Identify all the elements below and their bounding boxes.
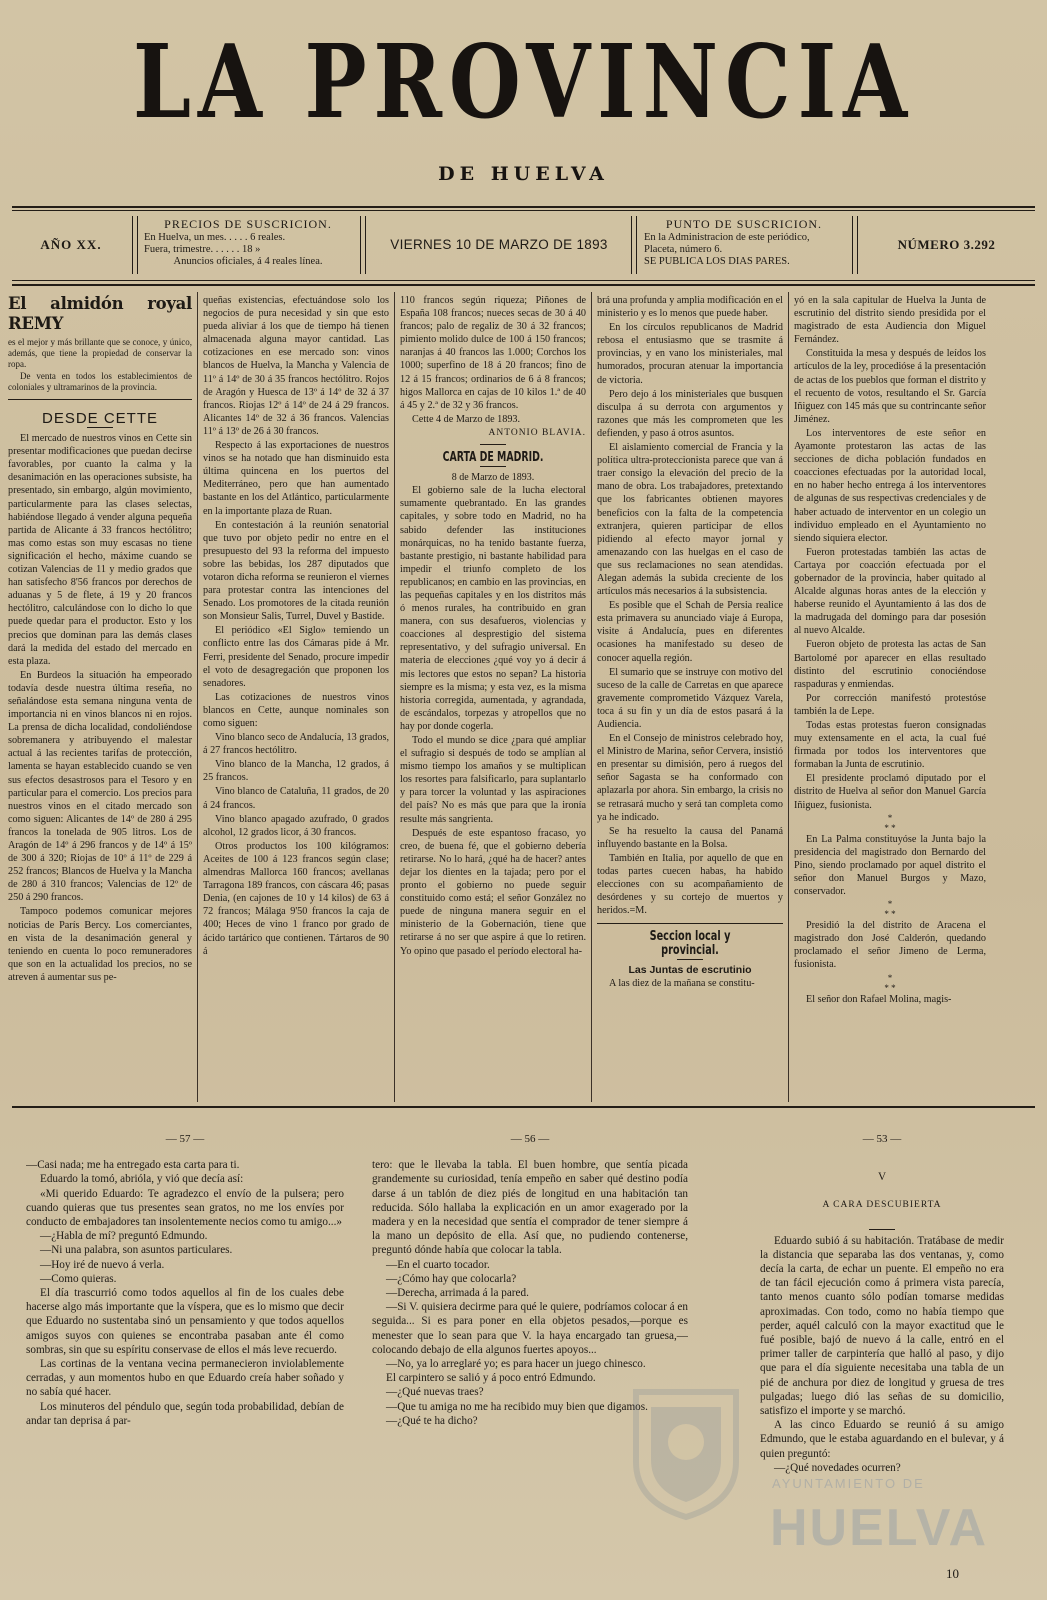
point-line: SE PUBLICA LOS DIAS PARES. (644, 256, 790, 267)
column-5 (794, 294, 986, 1102)
paragraph: Las cotizaciones de nuestros vinos blancos en Cette, aunque nominales son como siguen: (203, 691, 389, 729)
paragraph: El periódico «El Siglo» temiendo un conflicto entre las dos Cámaras pide á Mr. Ferri, presidente del Senado, procure impedir el voto de desagregación que proponen los senadores. (203, 625, 389, 689)
column-rule (788, 292, 789, 1102)
paragraph: Fueron objeto de protesta las actas de San Bartolomé por aparecer en ellas resultado distinto del escrutinio conociéndose raspaduras y enmiendas. (794, 639, 986, 690)
paragraph: —Como quieras. (40, 1272, 117, 1285)
paragraph: A las diez de la mañana se constitu- (609, 977, 755, 989)
point-line: Placeta, número 6. (644, 244, 723, 255)
paragraph: En el Consejo de ministros celebrado hoy, el Ministro de Marina, señor Cervera, insistió en presentar su dimisión, pero á ruegos del señor Sagasta se ha conformado con aplazarla por ahora. Sin embargo, la crisis no se retrasará mucho y será tan completa como ya he indicado. (597, 733, 783, 823)
paragraph: —Derecha, arrimada á la pared. (386, 1287, 529, 1300)
paragraph: El sumario que se instruye con motivo del suceso de la calle de Carretas en que aparece gravemente comprometido Vázquez Varela, toca á su fin y un día de estos pasará á la Audiencia. (597, 666, 783, 730)
column-1 (8, 294, 192, 1102)
header-rule-bottom (12, 284, 1035, 286)
divider (677, 959, 703, 960)
paragraph: Vino blanco seco de Andalucía, 13 grados, á 27 francos hectólitro. (203, 732, 389, 757)
divider (597, 923, 783, 924)
paragraph: En los círculos republicanos de Madrid rebosa el entusiasmo que se trasmite á provincias, y en vano los ministeriales, mal humorados, procuran atenuar la importancia de victoria. (597, 322, 783, 386)
asterism: * * * (884, 812, 896, 833)
paragraph: —Casi nada; me ha entregado esta carta para ti. (26, 1159, 240, 1172)
paragraph: Constituida la mesa y después de leídos los artículos de la ley, procedióse á la presentación de actas de los pueblos que forman el distrito y el recuento de votos, resultando el Sr. García Iñiguez con 145 más que su contrincante señor Jiménez. (794, 348, 986, 425)
point-line: En la Administracion de este periódico, (644, 232, 810, 243)
paragraph: Las cortinas de la ventana vecina permanecieron inviolablemente cerradas, y aun momentos hubo en que Eduardo creía haber soñado y no sabía qué hacer. (26, 1358, 344, 1399)
column-2 (203, 294, 389, 1102)
page-number: — 56 — (510, 1133, 550, 1145)
issue-date: VIERNES 10 DE MARZO DE 1893 (390, 237, 608, 252)
column-rule (197, 292, 198, 1102)
paragraph: Es posible que el Schah de Persia realice esta primavera su anunciado viaje á Europa, visite á Andalucía, pues en diferentes ocasiones ha manifestado su deseo de conocer aquella región. (597, 600, 783, 664)
header-rule-top (12, 206, 1035, 208)
asterism: * * * (884, 972, 896, 993)
paragraph: Se ha resuelto la causa del Panamá influyendo bastante en la Bolsa. (597, 825, 783, 850)
paragraph: El presidente proclamó diputado por el distrito de Huelva al señor don Manuel García Iñiguez, fusionista. (794, 773, 986, 811)
column-3 (400, 294, 586, 1102)
feuilleton-rule (12, 1106, 1035, 1108)
signature: ANTONIO BLAVIA. (488, 427, 586, 438)
divider (87, 427, 113, 428)
year-label: AÑO XX. (40, 237, 102, 252)
library-stamp-emblem (606, 1372, 766, 1522)
masthead-subtitle: DE HUELVA (438, 163, 609, 185)
paragraph: —¿Qué nuevas traes? (386, 1386, 484, 1399)
paragraph: Los minuteros del péndulo que, según toda probabilidad, debían de andar tan deprisa á par- (26, 1400, 344, 1427)
divider (480, 466, 506, 467)
paragraph: Después de este espantoso fracaso, yo creo, de buena fé, que el gobierno debería retirarse. No lo hará, ¿qué ha de hacer? antes dejar los dientes en la tajada; pero por el pronto el gobierno no puede seguir constituido como está; el señor González no puede de ninguna manera seguir en el ministerio de la Gobernación, tiene que retirarse á no ser que aspire á que lo retiren. Yo opino que pasado el período electoral ha- (400, 827, 586, 957)
subsection-heading: Las Juntas de escrutinio (628, 963, 752, 976)
issue-number: NÚMERO 3.292 (897, 237, 996, 252)
paragraph: El mercado de nuestros vinos en Cette sin presentar modificaciones que puedan decirse favorables, por cuanto la calma y la desanimación en las operaciones subsiste, ha presentado, sin embargo, algún movimiento, particularmente para las clases selectas, habiéndose llegado á vender alguna pequeña partida de Alicante á 33 francos hectólitro; mas como estas son muy escasas no tiene significación el hecho, máxime cuando se cotizan Valencias de 11 y medio grados que han satisfecho 8'56 francos por derechos de aduanas y 5 de flete, á 19 y 20 francos hectólitro, calculándose con lo dicho lo que puede quedar para el productor. Esto y los precios que dominan para las demás clases dará la medida del estado del mercado en esta plaza. (8, 433, 192, 667)
price-line: Anuncios oficiales, á 4 reales línea. (173, 256, 323, 267)
paragraph: brá una profunda y amplia modificación en el ministerio y es lo menos que puede haber. (597, 295, 783, 320)
paragraph: tero: que le llevaba la tabla. El buen hombre, que sentía picada grandemente su curiosidad, tenía empeño en saber qué destino podía darse á un tablón de diez piés de longitud en una habitación tan reducida. Sólo hallaba la explicación en un amor exagerado por la madera y en la necesidad que sentía el comprador de tener siempre á la mano un depósito de ella. Así que, no pudiendo contenerse, preguntó dónde había que colocar la tabla. (372, 1159, 688, 1257)
paragraph: En Burdeos la situación ha empeorado todavía desde nuestra última reseña, no señalándose esta semana ninguna venta de importancia ni en vinos blancos ni en rojos. La prensa de dicha localidad, condoliéndose sobremanera y atribuyendo el malestar actual á las recientes tarifas de protección, lamenta se hayan establecido cuando se ven sus efectos desastrosos para el Tesoro y en particular para el comercio. Los precios para nuestros vinos en el citado mercado son como siguen: Alicantes de 14º de 280 á 295 francos la tonelada de 905 litros. Los de Aragón de 14º á 296 francos y de 14º á 15º de 300 á 320; Riojas de 10º á 11º de 229 á 252 francos; Blancos de Huelva y la Mancha de 280 á 310 francos; Valencias de 12º de 250 á 290 francos. (8, 669, 192, 904)
paragraph: Vino blanco de la Mancha, 12 grados, á 25 francos. (203, 759, 389, 784)
paragraph: Eduardo la tomó, abrióla, y vió que decía así: (40, 1173, 244, 1186)
paragraph: El señor don Rafael Molina, magis- (806, 993, 952, 1005)
subscription-prices (138, 212, 358, 278)
dateline: Cette 4 de Marzo de 1893. (412, 413, 521, 425)
price-line: Fuera, trimestre. . . . . . 18 » (144, 244, 261, 255)
paragraph: —No, ya lo arreglaré yo; es para hacer un juego chinesco. (386, 1358, 646, 1371)
paragraph: 110 francos según riqueza; Piñones de España 108 francos; nueces secas de 30 á 40 francos; palo de regaliz de 30 á 32 francos; pimiento molido dulce de 100 á 150 francos; naranjas á 40 francos las 1.000; Corchos los 1000; superfino de 18 á 20 francos; fino de 12 á 15 francos; ordinarios de 6 á 8 francos; higos Mallorca en cajas de 10 kilos 1.ª de 40 á 45 y 2.ª de 32 y 36 francos. (400, 295, 586, 411)
feuilleton-left (26, 1132, 344, 1572)
paragraph: Por corrección manifestó protestóse también la de Lepe. (794, 692, 986, 717)
ad-title: El almidón royal REMY (8, 294, 192, 333)
paragraph: El carpintero se salió y á poco entró Edmundo. (386, 1372, 596, 1385)
column-4 (597, 294, 783, 1102)
page-number: — 57 — (165, 1133, 205, 1145)
paragraph: Todas estas protestas fueron consignadas muy extensamente en el acta, la cual fué firmada por todos los interventores que formaban la Junta de escrutinio. (794, 720, 986, 771)
price-line: En Huelva, un mes. . . . . 6 reales. (144, 232, 286, 243)
paragraph: —¿Habla de mí? preguntó Edmundo. (40, 1230, 208, 1243)
paragraph: Vino blanco apagado azufrado, 0 grados alcohol, 12 grados licor, á 30 francos. (203, 813, 389, 838)
ad-text: De venta en todos los establecimientos de coloniales y ultramarinos de la provincia. (8, 371, 192, 392)
paragraph: El gobierno sale de la lucha electoral sumamente quebrantado. En las grandes capitales, y sobre todo en Madrid, no ha sabido defender las instituciones monárquicas, no ha tenido bastante fuerza, bastante prestigio, ni bastante habilidad para impedir el triunfo completo de los republicanos; en cambio en las provincias, en las pequeñas capitales y en los distritos más ó menos rurales, ha contribuido en gran manera, con sus desafueros, violencias y coacciones al desprestigio del sistema representativo, y del sufragio universal. En materia de elecciones ¿qué voy yo á decir á mis lectores que estos no sepan? La historia siempre es la misma; y esta vez, es la misma historia corregida, aumentada, y agrandada, de escándalos, torpezas y atropellos que no hay por donde cogerla. (400, 485, 586, 732)
divider (8, 399, 192, 400)
paragraph: En La Palma constituyóse la Junta bajo la presidencia del magistrado don Bernardo del Pino, siendo proclamado por aquel distrito el señor don Manuel Burgos y Mazo, conservador. (794, 833, 986, 898)
dateline: 8 de Marzo de 1893. (451, 472, 535, 484)
chapter-title: A CARA DESCUBIERTA (822, 1200, 942, 1211)
library-stamp-subtitle: AYUNTAMIENTO DE (772, 1476, 925, 1491)
info-separator (631, 216, 637, 274)
paragraph: Todo el mundo se dice ¿para qué ampliar el sufragio si después de todo se amplían al mismo tiempo los amaños y se multiplican los resortes para falsificarlo, para suplantarlo y para torcer la voluntad y las aspiraciones del país? No es más que para que la ironía resulte más sangrienta. (400, 735, 586, 825)
paragraph: «Mi querido Eduardo: Te agradezco el envío de la pulsera; pero cuando quieras que tus presentes sean gratos, no me los envíes por conducto de embajadores tan insolentemente necios como tu amigo...» (26, 1187, 344, 1229)
paragraph: Eduardo subió á su habitación. Tratábase de medir la distancia que separaba las dos ventanas, y, como decía la carta, de echar un puente. El empeño no era de tan fácil ejecución como á primera vista parecía, tanto menos cuanto sólo podían tomarse medidas aproximadas. Con todo, como no había tiempo que perder, aquél calculó con la mayor exactitud que le fué posible, bajó de nuevo á la calle, entró en el primer taller de carpintería que halló al paso, y dijo que para el día siguiente necesitaba una tabla de un pié de anchura por diez de longitud y gruesa de tres pulgadas; luego dió las señas de su domicilio, satisfizo el importe y se marchó. (760, 1234, 1004, 1418)
paragraph: El día trascurrió como todos aquellos al fin de los cuales debe hacerse algo más importante que la víspera, que es lo mismo que decir que Eduardo no sustentaba sinó un pensamiento y que todos aquellos amigos suyos con quienes se encontraba pasaban ante él como sombras, sin que su espíritu conservase de ellos el más leve recuerdo. (26, 1287, 344, 1356)
paragraph: El aislamiento comercial de Francia y la política ultra-proteccionista parece que van á traer consigo la elevación del precio de la mano de obra. Los trabajadores, pretextando que los fabricantes obtienen mayores beneficios con la falta de la competencia extranjera, quieren participar de ellos pidiendo al efecto mayor jornal y amenazando con las huelgas en el caso de que sus reclamaciones no sean atendidas. Alegan además la subida creciente de los artículos más necesarios á la subsistencia. (597, 442, 783, 598)
subscription-point (638, 212, 850, 278)
paragraph: También en Italia, por aquello de que en todas partes cuecen habas, ha habido elecciones con su acompañamiento de desórdenes y su cortejo de muertos y heridos.=M. (597, 852, 783, 917)
paragraph: —¿Qué te ha dicho? (386, 1414, 478, 1427)
paragraph: —¿Cómo hay que colocarla? (386, 1272, 517, 1285)
paragraph: Vino blanco de Cataluña, 11 grados, de 20 á 24 francos. (203, 786, 389, 811)
paragraph: queñas existencias, efectuándose solo los negocios de pura necesidad y sin que esto pueda aliviar á los que de tiempo há tienen almacenada alguna mayor cantidad. Las cotizaciones en ese mercado son: vinos blancos de Huelva, la Mancha y Valencia de 11º á 14º de 30 á 35 francos hectólitro. Rojos de Aragón y Huesca de 13º á 14º de 32 á 37 francos. Riojas 12º á 14º de 24 á 29 francos. Alicantes 14º de 32 á 36 francos. Valencias 11º á 13º de 26 á 30 francos. (203, 295, 389, 437)
info-bar (12, 212, 1035, 278)
paragraph: Pero dejo á los ministeriales que busquen disculpa á su derrota con argumentos y razones que más les comprometen que les defienden, y paso á otros asuntos. (597, 388, 783, 439)
paragraph: —Si V. quisiera decirme para qué le quiere, podríamos colocar á en seguida... Si es para poner en ella objetos pesados,—porque es menester que lo sean para que V. la haya encargado tan gruesa,—colocando debajo de ella algunos fuertes apoyos... (372, 1301, 688, 1356)
header-rule-top-thin (12, 210, 1035, 211)
section-heading: CARTA DE MADRID. (442, 450, 544, 466)
subscription-point-title: PUNTO DE SUSCRICION. (665, 217, 823, 231)
paragraph: —En el cuarto tocador. (386, 1258, 490, 1271)
ad-text: es el mejor y más brillante que se conoce, y único, además, que tiene la propiedad de conservar la ropa. (8, 337, 192, 369)
page-number: — 53 — (862, 1133, 902, 1145)
paragraph: —Que tu amiga no me ha recibido muy bien que digamos. (386, 1400, 648, 1413)
paragraph: yó en la sala capitular de Huelva la Junta de escrutinio del distrito siendo presidida por el magistrado de esta Audiencia don Miguel Fernández. (794, 295, 986, 346)
divider (480, 444, 506, 445)
paragraph: Fueron protestadas también las actas de Cartaya por coacción efectuada por el gobernador de la provincia, haber quitado al Alcalde algunas horas antes de la elección y haberse reunido el Ayuntamiento á las dos de la madrugada del domingo para dar posesión al nuevo Alcalde. (794, 546, 986, 637)
paragraph: —¿Qué novedades ocurren? (774, 1461, 901, 1474)
column-rule (591, 292, 592, 1102)
column-rule (394, 292, 395, 1102)
paragraph: Presidió la del distrito de Aracena el magistrado don José Calderón, quedando proclamado el señor Jimeno de Lerma, fusionista. (794, 920, 986, 971)
section-heading: Seccion local y provincial. (649, 928, 731, 958)
paragraph: —Ni una palabra, son asuntos particulares. (40, 1244, 233, 1257)
paragraph: Los interventores de este señor en Ayamonte protestaron las actas de las secciones de dicha población fundados en coacciones efectuadas por la autoridad local, en no haber hecho entrega á los interventores de algunas de sus respectivas credenciales y de haber actuado de interventor en un colegio un individuo empleado en el Ayuntamiento no siendo siquiera elector. (794, 427, 986, 544)
library-stamp-text: HUELVA (770, 1499, 989, 1557)
paragraph: Respecto á las exportaciones de nuestros vinos se ha notado que han disminuido esta última quincena en los puertos del Mediterráneo, pero que han aumentado bastante en los del Atlántico, particularmente en la importante plaza de Ruan. (203, 440, 389, 517)
asterism: * * * (884, 899, 896, 920)
paragraph: Tampoco podemos comunicar mejores noticias de París Bercy. Los comerciantes, en vista de la desanimación general y teniendo en cuenta lo poco remuneradores que son en la actualidad los precios, no se atreven á aumentar sus pe- (8, 906, 192, 983)
info-separator (360, 216, 366, 274)
chapter-number: V (877, 1171, 887, 1184)
paragraph: —Hoy iré de nuevo á verla. (40, 1258, 165, 1271)
header-rule-bottom-thin (12, 280, 1035, 281)
paragraph: Otros productos los 100 kilógramos: Aceites de 100 á 123 francos según clase; almendras Mallorca 160 francos; avellanas Tarragona 189 francos, con cáscara 46; pasas Denia, (en cajones de 10 y 14 kilos) de 63 á 72 francos; Málaga 9'50 francos la caja de 400; Heces de vino 1 franco por grado de ácido tartárico que contienen. Tártaros de 90 á (203, 840, 389, 957)
paragraph: En contestación á la reunión senatorial que tuvo por objeto pedir no entre en el presupuesto del 93 la reforma del impuesto sobre las bebidas, los 287 diputados que votaron dicha reforma se reunieron el viernes para protestar contra las intenciones del Senado. Los promotores de la citada reunión son Monsieur Salis, Turrel, Duvel y Bastide. (203, 519, 389, 623)
paragraph: A las cinco Eduardo se reunió á su amigo Edmundo, que le estaba aguardando en el bulevar, y á quien preguntó: (760, 1419, 1004, 1460)
folio-number: 10 (946, 1566, 959, 1581)
masthead-title: LA PROVINCIA (132, 22, 915, 142)
subscription-prices-title: PRECIOS DE SUSCRICION. (164, 217, 332, 231)
divider (869, 1229, 895, 1230)
section-heading: DESDE CETTE (41, 410, 158, 427)
